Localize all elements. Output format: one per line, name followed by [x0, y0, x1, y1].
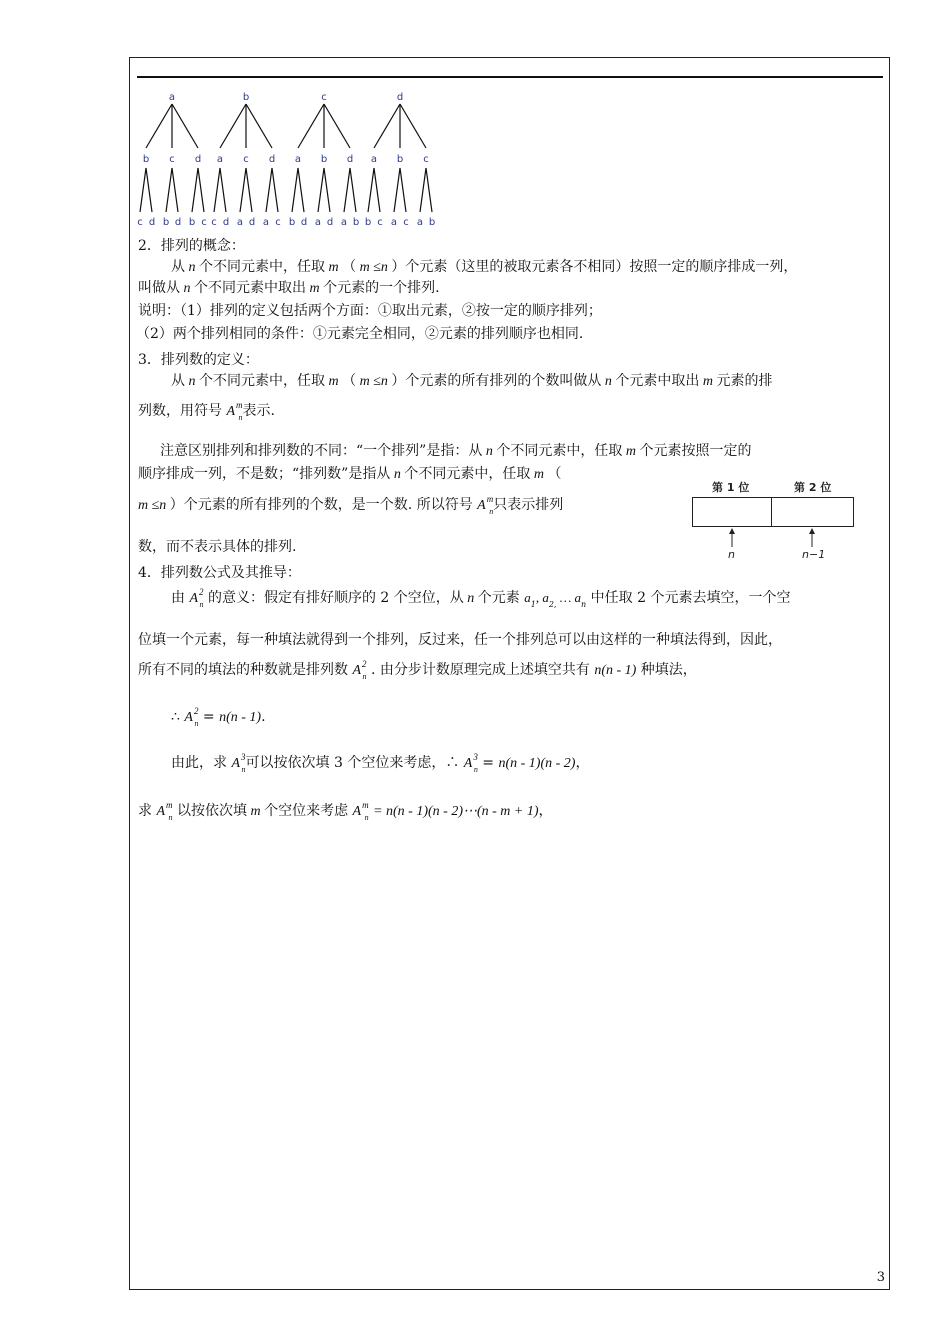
tree-root-node: c: [321, 92, 327, 103]
tree-level2-node: a: [370, 154, 378, 165]
section-2-note1: 说明：（1）排列的定义包括两个方面：①取出元素，②按一定的顺序排列；: [138, 303, 602, 319]
notice-line1: 注意区别排列和排列数的不同：“一个排列”是指：从 n 个不同元素中，任取 m 个元素按照一定的: [160, 443, 752, 459]
tree-edge: [146, 104, 172, 148]
section-2-definition-line2: 叫做从 n 个不同元素中取出 m 个元素的一个排列.: [138, 280, 440, 296]
tree-edge: [324, 168, 330, 212]
tree-edge: [374, 168, 380, 212]
tree-leaf-node: b: [288, 217, 296, 228]
tree-edge: [214, 168, 220, 212]
tree-leaf-node: d: [326, 217, 334, 228]
tree-leaf-node: d: [248, 217, 256, 228]
tree-edge: [400, 168, 406, 212]
tree-leaf-node: a: [340, 217, 348, 228]
tree-level2-node: c: [423, 154, 429, 165]
tree-leaf-node: a: [236, 217, 244, 228]
tree-level2-node: a: [216, 154, 224, 165]
tree-root-node: b: [242, 92, 250, 103]
tree-leaf-node: c: [201, 217, 207, 228]
tree-edge: [368, 168, 374, 212]
tree-level2-node: d: [268, 154, 276, 165]
tree-leaf-node: d: [174, 217, 182, 228]
tree-edge: [192, 168, 198, 212]
formula-am: 求 $A^m_n$ 以按依次填 m 个空位来考虑 $A^m_n = n(n - 1)(n$ - 2)⋯(n - m + 1)，: [138, 800, 553, 822]
tree-edge: [374, 104, 400, 148]
tree-level2-node: d: [194, 154, 202, 165]
section-3-title: 3．排列数的定义：: [138, 352, 259, 368]
tree-edge: [420, 168, 426, 212]
tree-edge: [240, 168, 246, 212]
slot-2-label: 第 2 位: [794, 481, 832, 494]
tree-edge: [172, 168, 178, 212]
slot-arrows: [692, 527, 854, 549]
tree-leaf-node: a: [262, 217, 270, 228]
tree-edge: [344, 168, 350, 212]
tree-leaf-node: c: [377, 217, 383, 228]
slot-1-arrow-label: n: [728, 548, 735, 561]
tree-edge: [298, 104, 324, 148]
slot-2-arrow-label: n−1: [802, 548, 826, 561]
notice-line2: 顺序排成一列，不是数；“排列数”是指从 n 个不同元素中，任取 m （: [138, 466, 562, 482]
tree-leaf-node: b: [428, 217, 436, 228]
tree-level2-node: b: [142, 154, 150, 165]
section-4-line1: 由 $A^2_n$ 的意义：假定有排好顺序的 2 个空位，从 n 个元素 $a_1$, $a_{2,}$ … $a_n$ 中任取 2 个元素去填空，一个空: [171, 587, 791, 609]
tree-leaf-node: b: [188, 217, 196, 228]
tree-leaf-node: c: [211, 217, 217, 228]
header-rule: [137, 76, 883, 78]
section-3-line2: 列数，用符号 $A^m_n$表示.: [138, 400, 275, 422]
page-number: 3: [876, 1270, 885, 1285]
two-slot-box: [692, 497, 854, 527]
tree-leaf-node: c: [137, 217, 143, 228]
tree-leaf-node: b: [352, 217, 360, 228]
section-3-line1: 从 n 个不同元素中，任取 m （ m ≤n ）个元素的所有排列的个数叫做从 n 个元素中取出 m 元素的排: [171, 373, 773, 389]
tree-level2-node: b: [396, 154, 404, 165]
tree-edge: [220, 168, 226, 212]
tree-root-node: d: [396, 92, 404, 103]
tree-leaf-node: c: [403, 217, 409, 228]
tree-leaf-node: d: [148, 217, 156, 228]
section-2-title: 2．排列的概念：: [138, 238, 245, 254]
tree-edge: [394, 168, 400, 212]
slot-1-label: 第 1 位: [712, 481, 750, 494]
tree-edge: [246, 104, 272, 148]
notice-line4: 数，而不表示具体的排列.: [138, 539, 297, 555]
tree-edge: [426, 168, 432, 212]
tree-leaf-node: d: [222, 217, 230, 228]
tree-root-node: a: [168, 92, 176, 103]
tree-leaf-node: b: [162, 217, 170, 228]
section-2-definition-line1: 从 n 个不同元素中，任取 m （ m ≤n ）个元素（这里的被取元素各不相同）按照一定的顺序排成一列，: [171, 259, 798, 275]
tree-level2-node: c: [169, 154, 175, 165]
section-4-title: 4．排列数公式及其推导：: [138, 565, 301, 581]
tree-edge: [166, 168, 172, 212]
tree-edge: [140, 168, 146, 212]
tree-level2-node: a: [294, 154, 302, 165]
tree-level2-node: c: [243, 154, 249, 165]
tree-edge: [324, 104, 350, 148]
tree-leaf-node: a: [390, 217, 398, 228]
tree-edge: [172, 104, 198, 148]
tree-leaf-node: a: [314, 217, 322, 228]
tree-edge: [272, 168, 278, 212]
tree-edge: [220, 104, 246, 148]
tree-edge: [400, 104, 426, 148]
tree-edge: [350, 168, 356, 212]
tree-level2-node: b: [320, 154, 328, 165]
section-4-line3: 所有不同的填法的种数就是排列数 $A^2_n$ . 由分步计数原理完成上述填空共有 n(n - 1) 种填法，: [138, 659, 697, 681]
formula-a3: 由此，求 $A^3_n$可以按依次填 3 个空位来考虑，∴ $A^3_n = n(n - 1)(n - 2)$，: [171, 752, 590, 774]
tree-edge: [318, 168, 324, 212]
tree-level2-node: d: [346, 154, 354, 165]
section-4-line2: 位填一个元素，每一种填法就得到一个排列，反过来，任一个排列总可以由这样的一种填法得到，因此，: [138, 632, 782, 648]
tree-edge: [198, 168, 204, 212]
tree-edge: [292, 168, 298, 212]
tree-leaf-node: a: [416, 217, 424, 228]
tree-leaf-node: b: [364, 217, 372, 228]
section-2-note2: （2）两个排列相同的条件：①元素完全相同，②元素的排列顺序也相同.: [136, 326, 584, 342]
tree-leaf-node: d: [300, 217, 308, 228]
tree-leaf-node: c: [275, 217, 281, 228]
tree-edge: [146, 168, 152, 212]
formula-a2: ∴ $A^2_n = n(n - 1)$.: [171, 706, 266, 728]
permutation-tree: [132, 86, 442, 231]
tree-edge: [298, 168, 304, 212]
tree-edge: [246, 168, 252, 212]
tree-edge: [266, 168, 272, 212]
notice-line3: m ≤n ）个元素的所有排列的个数，是一个数. 所以符号 $A^m_n$只表示排列: [138, 494, 564, 516]
